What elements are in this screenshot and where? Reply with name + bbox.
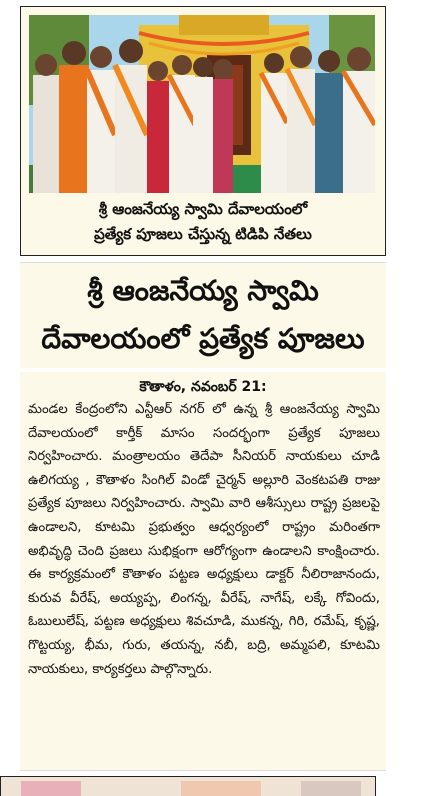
photo-frame xyxy=(20,6,386,256)
headline-line-2: దేవాలయంలో ప్రత్యేక పూజలు xyxy=(41,322,365,355)
next-article-photo-edge xyxy=(0,776,376,796)
caption-line-2: ప్రత్యేక పూజలు చేస్తున్న టిడిపి నేతలు xyxy=(94,225,312,243)
article-headline xyxy=(20,262,386,368)
article-body xyxy=(20,372,386,771)
group-photo-illustration xyxy=(29,15,375,193)
dateline: కౌతాళం, నవంబర్ 21: xyxy=(139,379,267,395)
next-photo-fragment xyxy=(1,777,376,796)
headline-line-1: శ్రీ ఆంజనేయ్య స్వామి xyxy=(87,274,319,307)
photo-caption xyxy=(29,197,377,249)
article-text: మండల కేంద్రంలోని ఎన్టీఆర్ నగర్ లో ఉన్న శ్రీ ఆంజనేయ్య స్వామి దేవాలయంలో కార్తీక్ మాసం సందర్భంగా ప్రత్యేక పూజలు నిర్వహించారు. మంత్రాలయం తెదేపా సీనియర్ నాయకులు చూడి ఉలిగయ్య , కౌతాళం సింగిల్ విండో చైర్మన్ అల్లూరి వెంకటపతి రాజు ప్రత్యేక పూజలు నిర్వహించారు. స్వామి వారి ఆశీస్సులు రాష్ట్ర ప్రజలపై ఉండాలని, కూటమి ప్రభుత్వం ఆధ్వర్యంలో రాష్ట్రం మరింతగా అభివృద్ధి చెంది ప్రజలు సుభిక్షంగా ఆరోగ్యంగా ఉండాలని కాంక్షించారు. ఈ కార్యక్రమంలో కౌతాళం పట్టణ అధ్యక్షులు డాక్టర్ నీలిరాజానందు, కురువ వీరేష్, అయ్యప్ప, లింగన్న, వీరేష్, నాగేష్, లక్కే గోవిందు, ఓబులులేష్, పట్టణ అధ్యక్షులు శివచూడి, ముకన్న, గిరి, రమేష్, కృష్ణ, గొట్టయ్య, భీమ, గురు, తయన్న, నబీ, బద్రి, అమ్మపలి, కూటమి నాయకులు, కార్యకర్తలు పాల్గొన్నారు. xyxy=(28,402,380,677)
caption-line-1: శ్రీ ఆంజనేయ్య స్వామి దేవాలయంలో xyxy=(98,200,308,218)
news-photo xyxy=(29,15,375,193)
